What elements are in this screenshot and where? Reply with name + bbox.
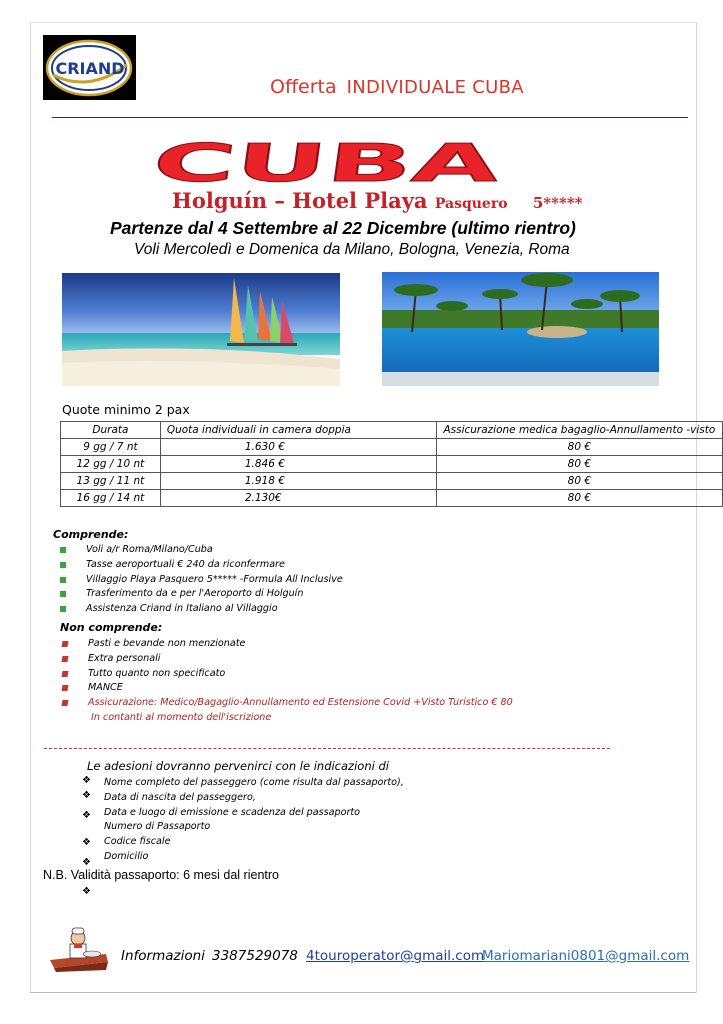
documents-list [82, 775, 404, 868]
diamond-bullet-icon: ❖ [82, 856, 91, 868]
row-insurance: 80 € [436, 439, 722, 456]
green-bullet-icon [60, 591, 66, 597]
list-item: ❖ Data di nascita del passeggero, [82, 789, 256, 803]
red-bullet-icon [61, 641, 68, 647]
list-item: Tutto quanto non specificato [62, 667, 513, 682]
departure-dates: Partenze dal 4 Settembre al 22 Dicembre (ultimo rientro) [110, 218, 576, 238]
logo-graphic [43, 35, 136, 100]
list-item: Assicurazione: Medico/Bagaglio-Annullamento ed Estensione Covid +Visto Turistico € 80 [62, 696, 513, 711]
list-item: Assistenza Criand in Italiano al Villaggio [60, 602, 343, 617]
hotel-name: Holguín – Hotel Playa [172, 188, 428, 213]
cuba-text: CUBA [150, 137, 318, 187]
criand-logo [43, 35, 136, 100]
row-duration: 12 gg / 10 nt [61, 456, 161, 473]
red-bullet-icon [61, 685, 68, 691]
table-row [61, 473, 723, 490]
green-bullet-icon [60, 606, 66, 612]
table-row [61, 456, 723, 473]
row-duration: 9 gg / 7 nt [61, 439, 161, 456]
row-insurance: 80 € [436, 473, 722, 490]
table-row [61, 490, 723, 507]
green-bullet-icon [60, 577, 66, 583]
row-duration: 13 gg / 11 nt [61, 473, 161, 490]
info-label: Informazioni [121, 948, 205, 964]
row-price: 1.630 € [160, 439, 436, 456]
row-price: 1.846 € [160, 456, 436, 473]
header-rule [52, 117, 688, 118]
list-item: Voli a/r Roma/Milano/Cuba [60, 543, 343, 558]
email-link-secondary[interactable]: Mariomariani0801@gmail.com [482, 948, 690, 964]
offer-heading [270, 76, 524, 98]
table-row [61, 439, 723, 456]
quote-title: Quote minimo 2 pax [62, 402, 190, 417]
payment-note: In contanti al momento dell'iscrizione [91, 712, 272, 723]
list-item: Villaggio Playa Pasquero 5***** -Formula All Inclusive [60, 573, 343, 588]
list-item: ❖ Codice fiscale [82, 836, 171, 849]
diamond-bullet-icon: ❖ [82, 789, 91, 801]
excludes-heading: Non comprende: [60, 621, 163, 634]
header-price: Quota individuali in camera doppia [160, 422, 436, 439]
hotel-stars: 5***** [532, 194, 583, 212]
documents-intro: Le adesioni dovranno pervenirci con le indicazioni di [87, 759, 389, 773]
info-phone[interactable]: 3387529078 [212, 948, 298, 964]
row-duration: 16 gg / 14 nt [61, 490, 161, 507]
row-price: 1.918 € [160, 473, 436, 490]
bottom-rule [30, 992, 696, 993]
diamond-bullet-icon: ❖ [82, 775, 91, 786]
email-link-primary[interactable]: 4touroperator@gmail.com [306, 948, 485, 964]
passport-validity-note: N.B. Validità passaporto: 6 mesi dal rientro [43, 868, 279, 882]
excludes-list [62, 637, 513, 711]
row-insurance: 80 € [436, 456, 722, 473]
red-bullet-icon [61, 671, 68, 677]
diamond-bullet-icon: ❖ [82, 837, 91, 849]
header-duration: Durata [61, 422, 161, 439]
row-price: 2.130€ [160, 490, 436, 507]
list-item: Numero di Passaporto [104, 821, 211, 833]
list-item: ❖ Data e luogo di emissione e scadenza del passaporto [82, 806, 361, 821]
red-bullet-icon [61, 656, 68, 662]
list-item: Trasferimento da e per l'Aeroporto di Holguín [60, 587, 343, 602]
red-bullet-icon [61, 700, 68, 706]
price-table [60, 421, 723, 507]
cuba-wordart [150, 137, 506, 187]
list-item: Pasti e bevande non menzionate [62, 637, 513, 652]
cuba-title [150, 137, 506, 191]
includes-list [60, 543, 343, 617]
diamond-bullet-icon: ❖ [82, 886, 91, 897]
list-item: Tasse aeroportuali € 240 da riconfermare [60, 558, 343, 573]
row-insurance: 80 € [436, 490, 722, 507]
logo-text: CRIAND [55, 59, 125, 78]
green-bullet-icon [60, 547, 66, 553]
offer-type: INDIVIDUALE CUBA [346, 77, 524, 98]
pool-photo [382, 272, 659, 386]
dashed-divider [44, 748, 610, 749]
list-item: MANCE [62, 681, 513, 696]
beach-photo [62, 273, 340, 386]
table-header-row [61, 422, 723, 439]
hotel-title [172, 188, 583, 213]
header-insurance: Assicurazione medica bagaglio-Annullamento -visto [436, 422, 722, 439]
offer-word: Offerta [270, 76, 337, 98]
list-item: ❖ Nome completo del passeggero (come risulta dal passaporto), [82, 775, 404, 788]
hotel-name-suffix: Pasquero [434, 196, 508, 212]
list-item: Extra personali [62, 652, 513, 667]
chef-icon [48, 926, 110, 976]
green-bullet-icon [60, 562, 66, 568]
includes-heading: Comprende: [53, 528, 129, 541]
list-item: ❖ Domicilio [82, 850, 149, 868]
diamond-bullet-icon: ❖ [82, 809, 91, 821]
flight-days: Voli Mercoledì e Domenica da Milano, Bologna, Venezia, Roma [134, 241, 570, 258]
